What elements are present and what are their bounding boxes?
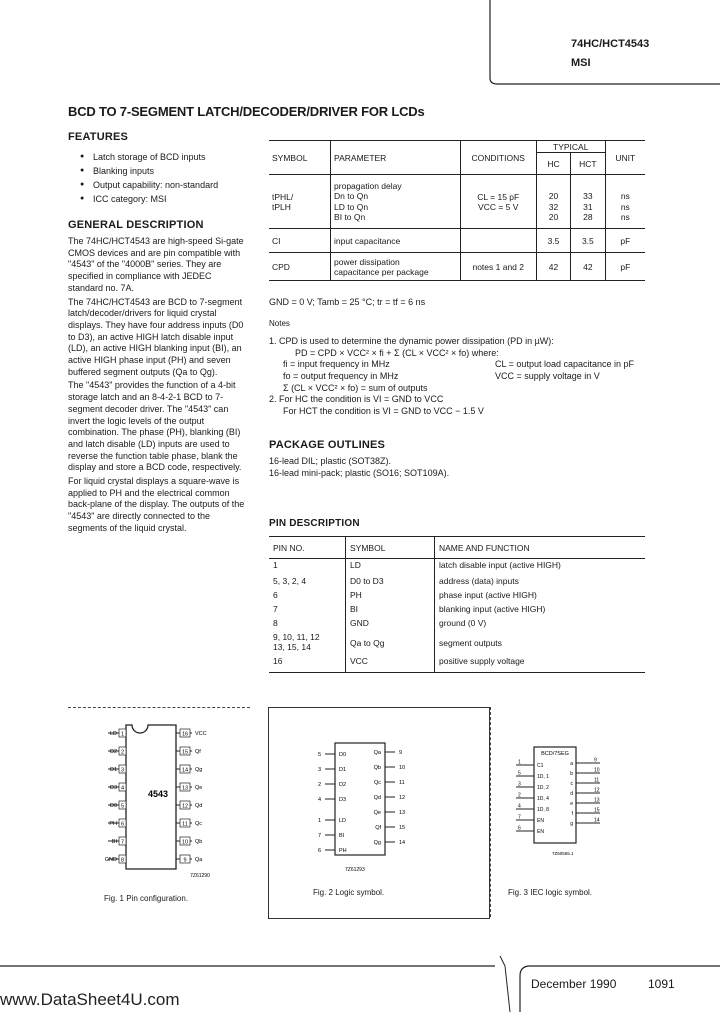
pin-no: 6 — [273, 589, 278, 600]
pin-number: 14 — [594, 817, 600, 824]
feature-item: ● Latch storage of BCD inputs — [93, 150, 273, 164]
feature-item: ● Blanking inputs — [93, 164, 273, 178]
pin-label: Qg — [195, 767, 203, 773]
spec-conditions: CL = 15 pF VCC = 5 V — [460, 175, 536, 229]
general-description-heading: GENERAL DESCRIPTION — [68, 219, 204, 231]
pin-number: 5 — [120, 803, 125, 810]
col-typical: TYPICAL — [536, 141, 605, 153]
pin-label: GND — [104, 857, 117, 863]
svg-text:7Z61290: 7Z61290 — [190, 873, 210, 877]
pin-function: ground (0 V) — [435, 617, 646, 631]
spec-footer: GND = 0 V; Tamb = 25 °C; tr = tf = 6 ns — [269, 297, 426, 307]
pin-function: latch disable input (active HIGH) — [435, 559, 646, 575]
pin-symbol: D0 to D3 — [346, 575, 435, 589]
pin-number: 11 — [399, 780, 405, 786]
pin-number: 10 — [181, 839, 189, 846]
col-pin-function: NAME AND FUNCTION — [435, 537, 646, 559]
footer-watermark: www.DataSheet4U.com — [0, 990, 180, 1009]
logic-symbol-diagram — [269, 708, 489, 888]
pin-label: D2 — [339, 782, 347, 788]
pin-label: 1D, 4 — [537, 796, 549, 802]
pin-label: 1D, 1 — [537, 774, 549, 780]
pin-number: 7 — [120, 839, 125, 846]
spec-conditions — [460, 229, 536, 253]
spec-unit: ns ns ns — [605, 175, 645, 229]
pin-label: Qb — [195, 839, 203, 845]
pin-number: 6 — [120, 821, 125, 828]
note-line: For HCT the condition is VI = GND to VCC − 1.5 V — [283, 406, 484, 417]
pin-number: 2 — [518, 792, 521, 799]
pin-number: 8 — [120, 857, 125, 864]
description-paragraph: The "4543" provides the function of a 4-bit storage latch and an 8-4-2-1 BCD to 7-segment decoder driver. The "4543" can invert the logic levels of the output combination. The phase (PH), blanking (BI) and latch disable (LD) inputs are used to reverse the function table phase, blank the display and store a BCD code, respectively. — [68, 380, 242, 473]
pin-label: D2 — [109, 749, 117, 755]
pin-number: 1 — [317, 818, 321, 824]
pin-label: PH — [109, 821, 117, 827]
pin-function: segment outputs — [435, 631, 646, 655]
pin-label: Qd — [373, 795, 381, 801]
pin-function: address (data) inputs — [435, 575, 646, 589]
svg-text:7Z60565.1: 7Z60565.1 — [552, 851, 574, 856]
spec-parameter: input capacitance — [331, 229, 461, 253]
spec-symbol: tPHL/ tPLH — [269, 175, 331, 229]
pin-number: 2 — [120, 749, 125, 756]
pin-label: EN — [537, 829, 544, 835]
pin-configuration-diagram — [68, 707, 250, 877]
pin-label: LD — [339, 818, 347, 824]
feature-item: ● ICC category: MSI — [93, 192, 273, 206]
spec-parameter: power dissipation capacitance per package — [331, 253, 461, 281]
features-heading: FEATURES — [68, 131, 129, 143]
notes-heading: Notes — [269, 319, 290, 328]
spec-hct: 3.5 — [571, 229, 606, 253]
pin-number: 6 — [518, 825, 521, 832]
pin-number: 9 — [399, 750, 403, 756]
spec-symbol: CPD — [269, 253, 331, 281]
pin-symbol: GND — [346, 617, 435, 631]
pin-no: 5, 3, 2, 4 — [273, 575, 307, 586]
pin-number: 2 — [317, 782, 321, 788]
pin-label: Qd — [195, 803, 203, 809]
figure-iec-logic-symbol — [490, 707, 640, 917]
iec-logic-symbol-diagram — [490, 707, 640, 882]
pin-label: D3 — [339, 797, 347, 803]
pin-label: BI — [339, 833, 345, 839]
footer-date: December 1990 — [531, 977, 617, 991]
pin-number: 4 — [518, 803, 521, 810]
pin-description-heading: PIN DESCRIPTION — [269, 518, 360, 529]
spec-table — [269, 140, 645, 281]
spec-unit: pF — [605, 229, 645, 253]
pin-label: D3 — [109, 785, 117, 791]
pin-label: g — [570, 821, 573, 827]
spec-symbol: CI — [269, 229, 331, 253]
note-line: CL = output load capacitance in pF — [495, 359, 635, 370]
pin-label: VCC — [195, 731, 207, 737]
pin-number: 16 — [181, 731, 189, 738]
pin-label: a — [570, 761, 573, 767]
description-paragraph: The 74HC/HCT4543 are high-speed Si-gate CMOS devices and are pin compatible with "4543" of the "4000B" series. They are specified in compliance with JEDEC standard no. 7A. — [68, 236, 244, 293]
pin-label: 1D, 2 — [537, 785, 549, 791]
fig2-caption: Fig. 2 Logic symbol. — [313, 888, 385, 897]
pin-label: D0 — [109, 803, 117, 809]
pin-label: D1 — [339, 767, 347, 773]
pin-label: d — [570, 791, 573, 797]
pin-number: 15 — [594, 807, 600, 814]
pin-number: 12 — [594, 787, 600, 794]
pin-number: 9 — [183, 857, 187, 864]
pin-function: positive supply voltage — [435, 655, 646, 673]
pin-symbol: PH — [346, 589, 435, 603]
col-pin-no: PIN NO. — [269, 537, 346, 559]
col-conditions: CONDITIONS — [460, 141, 536, 175]
pin-label: Qa — [195, 857, 203, 863]
pin-label: f — [571, 811, 573, 817]
pin-number: 12 — [181, 803, 189, 810]
pin-number: 14 — [181, 767, 189, 774]
pin-label: BI — [111, 839, 117, 845]
note-line: PD = CPD × VCC² × fi + Σ (CL × VCC² × fo) where: — [295, 347, 499, 358]
family-label: MSI — [571, 57, 591, 69]
figure-logic-symbol — [268, 707, 490, 919]
pin-number: 11 — [594, 777, 600, 784]
pin-label: e — [570, 801, 573, 807]
pin-number: 10 — [399, 765, 406, 771]
pin-number: 13 — [181, 785, 189, 792]
pin-symbol: LD — [346, 559, 435, 575]
notes — [269, 336, 669, 418]
pin-symbol: VCC — [346, 655, 435, 673]
spec-hct: 33 31 28 — [571, 175, 606, 229]
svg-text:7Z61293: 7Z61293 — [345, 867, 365, 873]
pin-number: 9 — [594, 757, 597, 764]
pin-label: D0 — [339, 752, 347, 758]
pin-number: 3 — [518, 781, 521, 788]
pin-number: 3 — [120, 767, 125, 774]
pin-number: 15 — [399, 825, 406, 831]
package-heading: PACKAGE OUTLINES — [269, 439, 386, 451]
pin-number: 7 — [317, 833, 321, 839]
pin-number: 1 — [120, 731, 125, 738]
footer-page-number: 1091 — [648, 977, 675, 991]
note-line: 2. For HC the condition is VI = GND to VCC — [269, 394, 444, 405]
pin-number: 15 — [181, 749, 189, 756]
pin-number: 5 — [317, 752, 321, 758]
spec-hct: 42 — [571, 253, 606, 281]
pin-number: 13 — [399, 810, 406, 816]
pin-label: Qf — [375, 825, 381, 831]
pin-number: 14 — [399, 840, 406, 846]
pin-number: 12 — [399, 795, 406, 801]
spec-unit: pF — [605, 253, 645, 281]
pin-function: phase input (active HIGH) — [435, 589, 646, 603]
col-hct: HCT — [571, 153, 606, 175]
pin-no: 7 — [273, 603, 278, 614]
pin-label: EN — [537, 818, 544, 824]
pin-label: Qa — [373, 750, 381, 756]
svg-text:4543: 4543 — [147, 789, 169, 799]
pin-label: Qf — [195, 749, 201, 755]
pin-number: 3 — [317, 767, 321, 773]
pin-label: C1 — [537, 763, 544, 769]
col-pin-symbol: SYMBOL — [346, 537, 435, 559]
pin-label: Qg — [373, 840, 381, 846]
spec-hc: 42 — [536, 253, 570, 281]
document-title: BCD TO 7-SEGMENT LATCH/DECODER/DRIVER FOR LCDs — [68, 104, 425, 119]
general-description — [68, 236, 246, 535]
figure-pin-configuration — [68, 707, 250, 907]
spec-conditions: notes 1 and 2 — [460, 253, 536, 281]
package-line: 16-lead mini-pack; plastic (SO16; SOT109A). — [269, 467, 450, 478]
pin-number: 11 — [182, 821, 188, 828]
note-line: 1. CPD is used to determine the dynamic power dissipation (PD in µW): — [269, 336, 554, 346]
col-parameter: PARAMETER — [331, 141, 461, 175]
description-paragraph: For liquid crystal displays a square-wave is applied to PH and the electrical common back-plane of the display. The outputs of the "4543" are directly connected to the segments of the liquid crystal. — [68, 476, 245, 533]
features-list — [80, 150, 273, 206]
pin-label: D1 — [109, 767, 117, 773]
note-line: VCC = supply voltage in V — [495, 371, 600, 382]
package-outlines — [269, 456, 449, 479]
package-line: 16-lead DIL; plastic (SOT38Z). — [269, 456, 392, 466]
spec-hc: 20 32 20 — [536, 175, 570, 229]
note-line: fo = output frequency in MHz — [283, 371, 399, 382]
col-symbol: SYMBOL — [269, 141, 331, 175]
feature-item: ● Output capability: non-standard — [93, 178, 273, 192]
pin-symbol: Qa to Qg — [346, 631, 435, 655]
pin-function: blanking input (active HIGH) — [435, 603, 646, 617]
pin-number: 4 — [120, 785, 125, 792]
fig1-caption: Fig. 1 Pin configuration. — [104, 894, 189, 903]
pin-label: Qc — [373, 780, 381, 786]
pin-table — [269, 536, 645, 673]
col-hc: HC — [536, 153, 570, 175]
note-line: fi = input frequency in MHz — [283, 359, 390, 370]
pin-number: 7 — [518, 814, 521, 821]
pin-number: 10 — [594, 767, 600, 774]
pin-label: LD — [109, 731, 117, 737]
pin-label: b — [570, 771, 573, 777]
pin-no: 8 — [273, 617, 278, 628]
pin-label: Qe — [195, 785, 203, 791]
description-paragraph: The 74HC/HCT4543 are BCD to 7-segment latch/decoder/drivers for liquid crystal displays. They have four address inputs (D0 to D3), an active HIGH latch disable input (LD), an active HIGH blanking input (BI), an active HIGH phase input (PH) and seven buffered segment outputs (Qa to Qg). — [68, 296, 244, 377]
pin-number: 6 — [317, 848, 321, 854]
pin-number: 5 — [518, 770, 521, 777]
spec-parameter: propagation delay Dn to Qn LD to Qn BI to Qn — [331, 175, 461, 229]
pin-no: 9, 10, 11, 12 13, 15, 14 — [273, 631, 320, 652]
pin-label: 1D, 8 — [537, 807, 549, 813]
pin-no: 16 — [269, 655, 346, 673]
pin-label: Qb — [373, 765, 381, 771]
spec-hc: 3.5 — [536, 229, 570, 253]
pin-number: 13 — [594, 797, 600, 804]
fig3-caption: Fig. 3 IEC logic symbol. — [508, 888, 593, 897]
note-line: Σ (CL × VCC² × fo) = sum of outputs — [283, 382, 428, 393]
pin-label: Qc — [195, 821, 203, 827]
pin-number: 1 — [518, 759, 521, 766]
pin-label: Qe — [373, 810, 381, 816]
pin-number: 4 — [317, 797, 321, 803]
pin-label: PH — [339, 848, 347, 854]
svg-text:BCD/7SEG: BCD/7SEG — [541, 751, 569, 757]
part-number: 74HC/HCT4543 — [571, 38, 650, 50]
col-unit: UNIT — [605, 141, 645, 175]
pin-symbol: BI — [346, 603, 435, 617]
pin-label: c — [570, 781, 573, 787]
pin-no: 1 — [273, 560, 278, 570]
